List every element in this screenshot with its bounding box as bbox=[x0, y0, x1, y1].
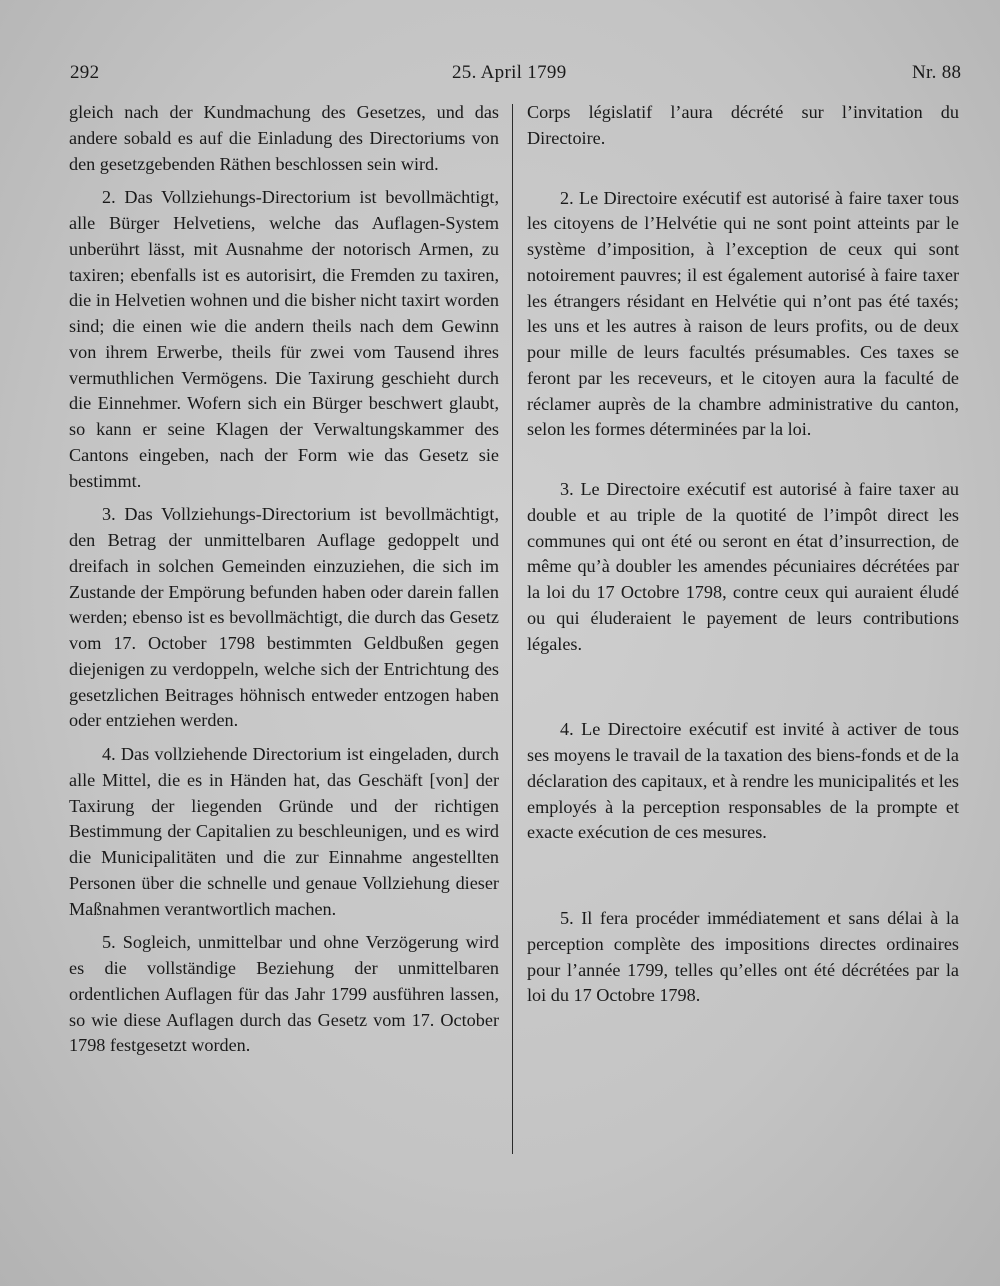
document-number: Nr. 88 bbox=[912, 62, 962, 83]
french-column bbox=[527, 100, 959, 1009]
page-number: 292 bbox=[70, 62, 100, 83]
column-divider bbox=[512, 104, 513, 1154]
german-column bbox=[69, 100, 499, 1059]
page-date: 25. April 1799 bbox=[452, 62, 567, 83]
german-paragraph-5: 5. Sogleich, unmittelbar und ohne Verzögerung wird es die vollständige Beziehung der unmittelbaren ordentlichen Auflagen für das Jahr 1799 ausführen lassen, so wie diese Auflagen durch das Gesetz vom 17. October 1798 festgesetzt worden. bbox=[69, 932, 499, 1056]
page-header bbox=[0, 62, 1000, 92]
german-paragraph-4: 4. Das vollziehende Directorium ist eingeladen, durch alle Mittel, die es in Händen hat, das Geschäft [von] der Taxirung der liegenden Gründe und der richtigen Bestimmung der Capitalien zu beschleunigen, und es wird die Municipalitäten und die zur Einnahme angestellten Personen über die schnelle und genaue Vollziehung dieser Maßnahmen verantwortlich machen. bbox=[69, 744, 499, 919]
french-paragraph-5: 5. Il fera procéder immédiatement et sans délai à la perception complète des impositions directes ordinaires pour l’année 1799, telles qu’elles ont été décrétées par la loi du 17 Octobre 1798. bbox=[527, 908, 959, 1006]
french-paragraph-continuation: Corps législatif l’aura décrété sur l’invitation du Directoire. bbox=[527, 102, 959, 148]
german-paragraph-continuation: gleich nach der Kundmachung des Gesetzes, und das andere sobald es auf die Einladung des Directoriums von den gesetzgebenden Räthen beschlossen sein wird. bbox=[69, 102, 499, 174]
french-paragraph-4: 4. Le Directoire exécutif est invité à activer de tous ses moyens le travail de la taxation des biens-fonds et de la déclaration des capitaux, et à rendre les municipalités et les employés à la perception responsables de la prompte et exacte exécution de ces mesures. bbox=[527, 719, 959, 843]
german-paragraph-3: 3. Das Vollziehungs-Directorium ist bevollmächtigt, den Betrag der unmittelbaren Auflage gedoppelt und dreifach in solchen Gemeinden einzuziehen, die sich im Zustande der Empörung befunden haben oder darein fallen werden; ebenso ist es bevollmächtigt, die durch das Gesetz vom 17. October 1798 bestimmten Geldbußen gegen diejenigen zu verdoppeln, welche sich der Entrichtung des gesetzlichen Beitrages höhnisch entweder entzogen haben oder entziehen werden. bbox=[69, 504, 499, 731]
french-paragraph-2: 2. Le Directoire exécutif est autorisé à faire taxer tous les citoyens de l’Helvétie qui ne sont point atteints par le système d’imposition, à l’exception de ceux qui sont notoirement pauvres; il est également autorisé à faire taxer les étrangers résidant en Helvétie qui n’ont pas été taxés; les uns et les autres à raison de leurs profits, ou de deux pour mille de leurs facultés présumables. Ces taxes se feront par les receveurs, et le citoyen aura la faculté de réclamer auprès de la chambre administrative du canton, selon les formes déterminées par la loi. bbox=[527, 187, 959, 440]
french-paragraph-3: 3. Le Directoire exécutif est autorisé à faire taxer au double et au triple de la quotité de l’impôt direct les communes qui ont été ou seront en état d’insurrection, de même qu’à doubler les amendes pécuniaires décrétées par la loi du 17 Octobre 1798, contre ceux qui auraient éludé ou qui éluderaient le payement de leurs contributions légales. bbox=[527, 479, 959, 654]
german-paragraph-2: 2. Das Vollziehungs-Directorium ist bevollmächtigt, alle Bürger Helvetiens, welche das Auflagen-System unberührt lässt, mit Ausnahme der notorisch Armen, zu taxiren; ebenfalls ist es autorisirt, die Fremden zu taxiren, die in Helvetien wohnen und die bisher nicht taxirt worden sind; die einen wie die andern theils nach dem Gewinn von ihrem Erwerbe, theils für zwei vom Tausend ihres vermuthlichen Vermögens. Die Taxirung geschieht durch die Einnehmer. Wofern sich ein Bürger beschwert glaubt, so kann er seine Klagen der Verwaltungskammer des Cantons eingeben, nach der Form wie das Gesetz sie bestimmt. bbox=[69, 187, 499, 491]
